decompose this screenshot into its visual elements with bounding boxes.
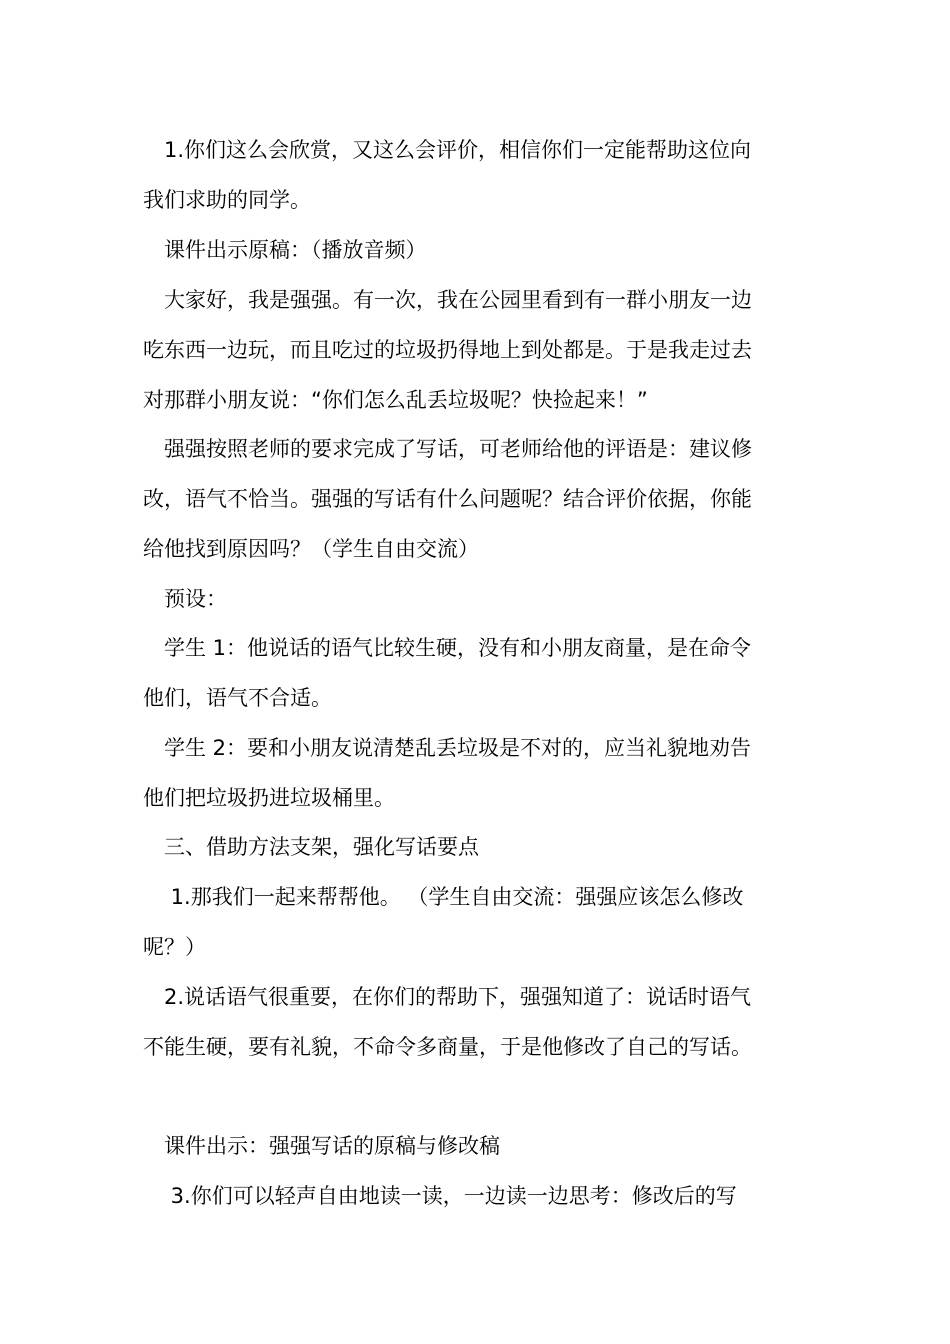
text-line: 不能生硬，要有礼貌，不命令多商量，于是他修改了自己的写话。 <box>143 1035 752 1059</box>
text-line: 2.说话语气很重要，在你们的帮助下，强强知道了：说话时语气 <box>143 985 752 1009</box>
text-line: 1.你们这么会欣赏，又这么会评价，相信你们一定能帮助这位向 <box>143 138 752 162</box>
text-line: 吃东西一边玩，而且吃过的垃圾扔得地上到处都是。于是我走过去 <box>143 338 752 362</box>
text-line: 他们，语气不合适。 <box>143 686 332 710</box>
text-line: 学生 2：要和小朋友说清楚乱丢垃圾是不对的，应当礼貌地劝告 <box>143 736 752 760</box>
text-line: 预设： <box>143 587 227 611</box>
text-line: 1.那我们一起来帮帮他。 （学生自由交流：强强应该怎么修改 <box>143 885 744 909</box>
text-line: 学生 1：他说话的语气比较生硬，没有和小朋友商量，是在命令 <box>143 636 752 660</box>
text-line: 三、借助方法支架，强化写话要点 <box>143 835 479 859</box>
text-line: 给他找到原因吗？（学生自由交流） <box>143 537 479 561</box>
text-line: 我们求助的同学。 <box>143 188 311 212</box>
text-line: 对那群小朋友说：“你们怎么乱丢垃圾呢？快捡起来！” <box>143 388 648 412</box>
text-line: 他们把垃圾扔进垃圾桶里。 <box>143 786 395 810</box>
text-line: 强强按照老师的要求完成了写话，可老师给他的评语是：建议修 <box>143 437 752 461</box>
text-line: 3.你们可以轻声自由地读一读，一边读一边思考：修改后的写 <box>143 1184 737 1208</box>
text-line: 呢？） <box>143 935 206 959</box>
text-line: 大家好，我是强强。有一次，我在公园里看到有一群小朋友一边 <box>143 288 752 312</box>
text-line: 课件出示原稿：（播放音频） <box>143 238 427 262</box>
text-line: 课件出示：强强写话的原稿与修改稿 <box>143 1134 500 1158</box>
text-line: 改，语气不恰当。强强的写话有什么问题呢？结合评价依据，你能 <box>143 487 752 511</box>
